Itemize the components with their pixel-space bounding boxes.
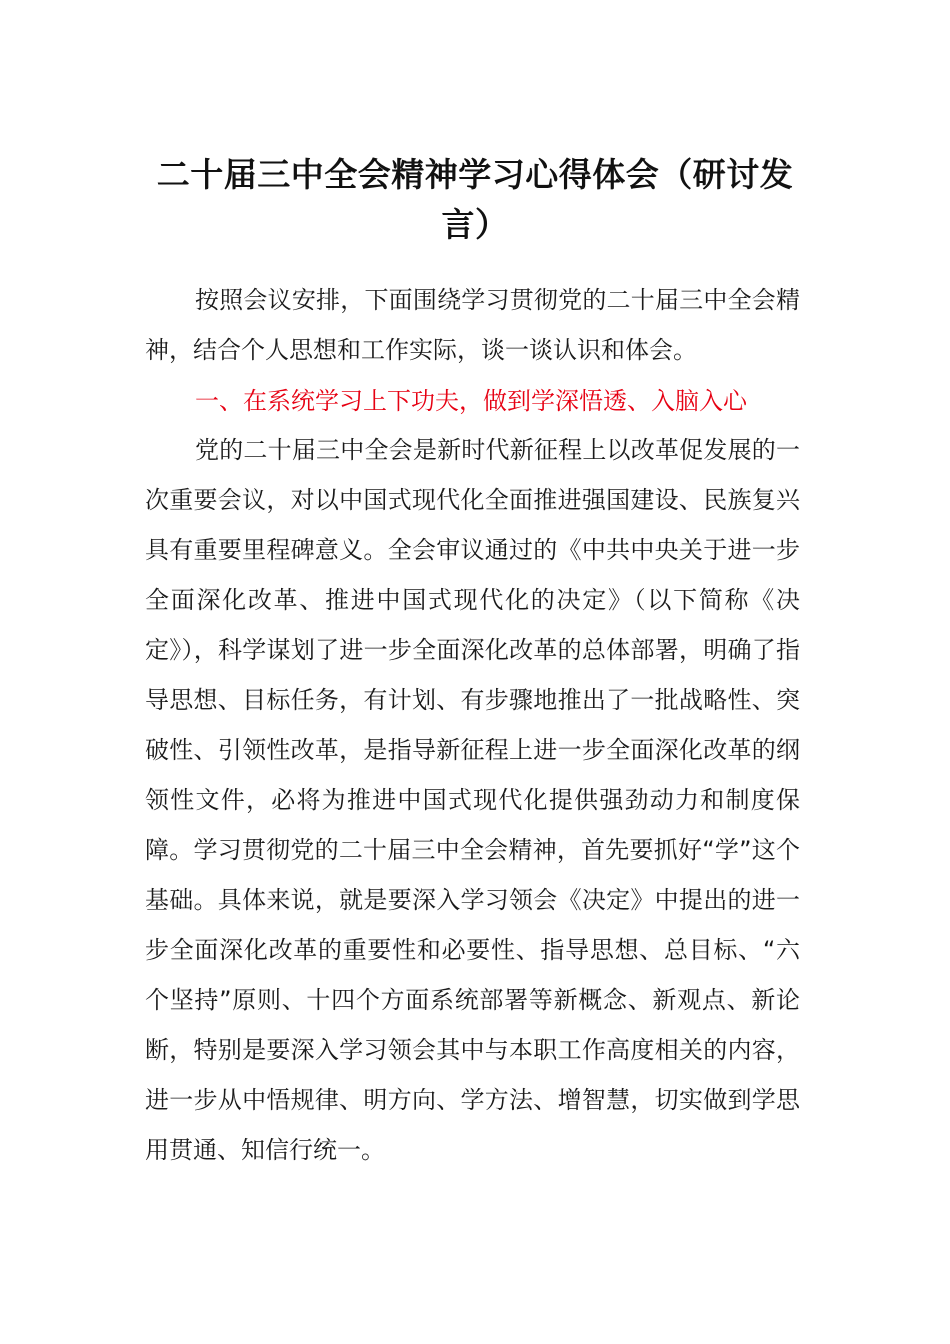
section-heading-1: 一、在系统学习上下功夫，做到学深悟透、入脑入心 <box>195 387 747 415</box>
section-1-paragraph: 党的二十届三中全会是新时代新征程上以改革促发展的一次重要会议，对以中国式现代化全面推进强国建设、民族复兴具有重要里程碑意义。全会审议通过的《中共中央关于进一步全面深化改革、推进中国式现代化的决定》（以下简称《决定》），科学谋划了进一步全面深化改革的总体部署，明确了指导思想、目标任务，有计划、有步骤地推出了一批战略性、突破性、引领性改革，是指导新征程上进一步全面深化改革的纲领性文件，必将为推进中国式现代化提供强劲动力和制度保障。学习贯彻党的二十届三中全会精神，首先要抓好“学”这个基础。具体来说，就是要深入学习领会《决定》中提出的进一步全面深化改革的重要性和必要性、指导思想、总目标、“六个坚持”原则、十四个方面系统部署等新概念、新观点、新论断，特别是要深入学习领会其中与本职工作高度相关的内容，进一步从中悟规律、明方向、学方法、增智慧，切实做到学思用贯通、知信行统一。 <box>145 436 800 1164</box>
intro-paragraph: 按照会议安排，下面围绕学习贯彻党的二十届三中全会精神，结合个人思想和工作实际，谈一谈认识和体会。 <box>145 286 800 364</box>
document-title: 二十届三中全会精神学习心得体会（研讨发言） <box>156 155 794 244</box>
